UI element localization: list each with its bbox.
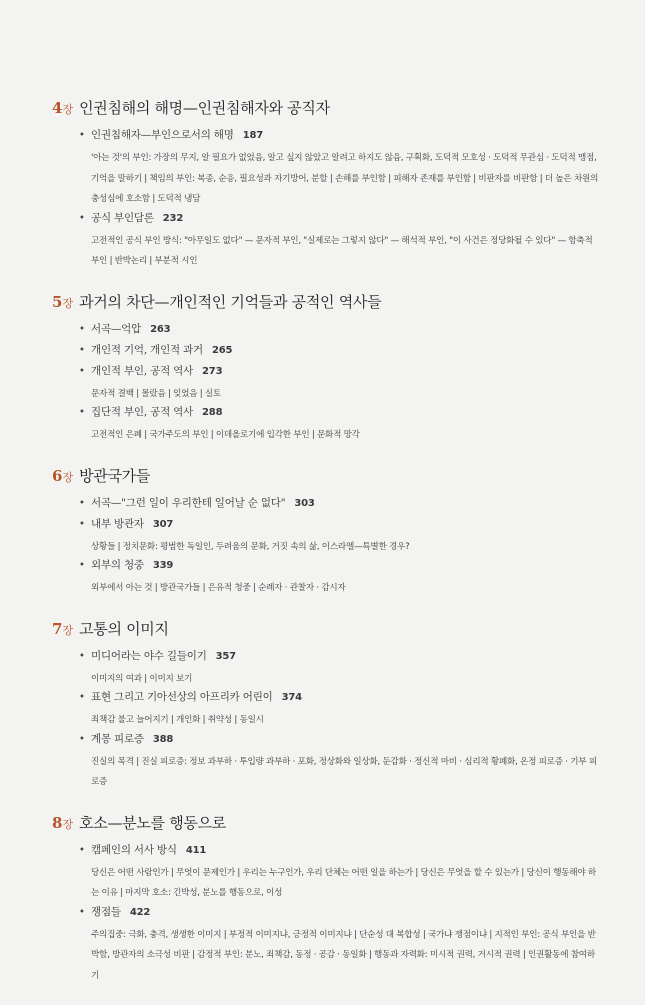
- chapter-unit: 장: [62, 103, 74, 116]
- chapter-heading: [52, 618, 612, 648]
- section-page-number: 339: [152, 560, 174, 571]
- section-title: 서곡—"그런 일이 우리한테 일어날 순 없다": [91, 496, 286, 509]
- section-page-number: 273: [202, 365, 223, 377]
- bullet-icon: •: [79, 344, 85, 356]
- table-of-contents: [52, 97, 612, 1005]
- section-description: 문자적 결백 | 몰랐음 | 잊었음 | 실토: [91, 388, 221, 399]
- section-description: 외부에서 아는 것 | 방관국가들 | 은유적 청중 | 순례자 · 관찰자 · 감시자: [91, 583, 346, 593]
- section-description: 이미지의 여과 | 이미지 보기: [91, 673, 193, 684]
- section-page-number: 265: [211, 344, 233, 356]
- toc-section: [79, 321, 612, 342]
- toc-section: [79, 648, 612, 690]
- section-page-number: 422: [129, 906, 151, 918]
- chapter-unit: 장: [62, 296, 74, 310]
- chapter-title: 과거의 차단—개인적인 기억들과 공적인 역사들: [79, 292, 382, 311]
- chapter-number: 7: [52, 619, 63, 638]
- bullet-icon: •: [79, 518, 85, 530]
- bullet-icon: •: [79, 365, 85, 377]
- bullet-icon: •: [79, 650, 85, 662]
- section-heading: [79, 210, 612, 231]
- section-title: 내부 방관자: [91, 517, 144, 530]
- toc-section: [79, 904, 612, 987]
- section-title: 공식 부인담론: [91, 211, 154, 224]
- section-description: 당신은 어떤 사람인가 | 무엇이 문제인가 | 우리는 누구인가, 우리 단체는 어떤 일을 하는가 | 당신은 무엇을 할 수 있는가 | 당신이 행동해야 하는 이유 | 마지막 호소: 긴박성, 분노를 행동으로, 이성: [91, 867, 596, 898]
- section-heading: [79, 342, 612, 363]
- toc-section: [79, 342, 612, 363]
- chapter-8: [52, 812, 612, 987]
- section-title: 계몽 피로증: [91, 732, 144, 745]
- chapter-heading: [52, 812, 612, 842]
- chapter-heading: [52, 97, 612, 127]
- chapter-title: 인권침해의 해명—인권침해자와 공직자: [79, 99, 330, 117]
- section-heading: [79, 904, 612, 925]
- toc-section: [79, 557, 612, 599]
- chapter-7: [52, 618, 612, 793]
- bullet-icon: •: [79, 212, 85, 224]
- section-title: 개인적 부인, 공적 역사: [91, 364, 194, 377]
- section-page-number: 307: [152, 518, 174, 530]
- section-heading: [79, 648, 612, 669]
- chapter-title: 방관국가들: [79, 466, 151, 485]
- section-description: 주의집중: 극화, 충격, 생생한 이미지 | 부정적 이미지냐, 긍정적 이미지냐 | 단순성 대 복합성 | 국가냐 쟁점이냐 | 지적인 부인: 공식 부인을 반박함, 방관자의 소극성 비판 | 감정적 부인: 분노, 죄책감, 동정 · 공감 · 동일화 | 행동과 자력화: 미시적 권력, 거시적 권력 | 인권활동에 참여하기: [91, 929, 596, 981]
- section-page-number: 232: [162, 212, 184, 224]
- toc-section: [79, 842, 612, 904]
- chapter-number: 8: [52, 813, 63, 832]
- section-heading: [79, 321, 612, 342]
- chapter-title: 고통의 이미지: [79, 619, 169, 638]
- bullet-icon: •: [79, 130, 85, 141]
- section-page-number: 187: [242, 130, 263, 141]
- section-heading: [79, 731, 612, 752]
- chapter-unit: 장: [62, 817, 74, 831]
- section-page-number: 357: [215, 650, 236, 662]
- section-description: 고전적인 은폐 | 국가주도의 부인 | 이데올로기에 입각한 부인 | 문화적 망각: [91, 430, 360, 440]
- bullet-icon: •: [79, 560, 85, 571]
- section-description: 죄책감 불고 늘어지기 | 개인화 | 취약성 | 동일시: [91, 715, 264, 725]
- bullet-icon: •: [79, 323, 85, 335]
- bullet-icon: •: [79, 692, 85, 703]
- chapter-heading: [52, 465, 612, 495]
- section-heading: [79, 689, 612, 710]
- section-description: 진실의 목격 | 진실 피로증: 정보 과부하 · 투입량 과부하 · 포화, 정상화와 일상화, 둔감화 · 정신적 마비 · 심리적 황폐화, 온정 피로증 · 기부 피로증: [91, 756, 597, 787]
- toc-section: [79, 495, 612, 516]
- toc-section: [79, 127, 612, 210]
- section-heading: [79, 363, 612, 384]
- section-title: 표현 그리고 기아선상의 아프리카 어린이: [91, 691, 273, 703]
- bullet-icon: •: [79, 733, 85, 745]
- section-page-number: 411: [185, 844, 207, 856]
- section-page-number: 263: [150, 323, 171, 335]
- bullet-icon: •: [79, 844, 85, 856]
- toc-section: [79, 689, 612, 731]
- section-heading: [79, 127, 612, 148]
- section-heading: [79, 404, 612, 425]
- toc-section: [79, 363, 612, 405]
- chapter-number: 6: [52, 466, 63, 485]
- section-title: 인권침해자—부인으로서의 해명: [91, 129, 234, 141]
- section-page-number: 374: [281, 692, 302, 703]
- chapter-number: 5: [52, 292, 63, 311]
- section-heading: [79, 516, 612, 537]
- section-heading: [79, 842, 612, 863]
- toc-section: [79, 210, 612, 272]
- bullet-icon: •: [79, 497, 85, 509]
- chapter-4: [52, 97, 612, 272]
- section-heading: [79, 495, 612, 516]
- section-title: 서곡—억압: [91, 322, 142, 335]
- section-page-number: 388: [152, 733, 174, 745]
- section-title: 쟁점들: [91, 905, 121, 918]
- section-description: 상황들 | 정치문화: 평범한 독일인, 두려움의 문화, 거짓 속의 삶, 이스라엘—특별한 경우?: [91, 541, 410, 552]
- section-title: 외부의 청중: [91, 559, 144, 571]
- toc-section: [79, 731, 612, 793]
- toc-section: [79, 404, 612, 446]
- section-heading: [79, 557, 612, 578]
- toc-section: [79, 516, 612, 558]
- section-page-number: 303: [294, 497, 315, 509]
- chapter-title: 호소—분노를 행동으로: [79, 813, 226, 832]
- section-page-number: 288: [202, 407, 223, 418]
- chapter-number: 4: [52, 99, 63, 117]
- section-description: '아는 것'의 부인: 가장의 무지, 알 필요가 없었음, 알고 싶지 않았고 알려고 하지도 않음, 구획화, 도덕적 모호성 · 도덕적 무관심 · 도덕적 맹점, 기억을 말하기 | 책임의 부인: 복종, 순응, 필요성과 자기방어, 분할 | 손해를 부인함 | 피해자 존재를 부인함 | 비판자를 비판함 | 더 높은 차원의 충성심에 호소함 | 도덕적 냉담: [91, 153, 599, 204]
- chapter-unit: 장: [62, 470, 74, 484]
- section-title: 캠페인의 서사 방식: [91, 843, 177, 856]
- chapter-heading: [52, 291, 612, 321]
- bullet-icon: •: [79, 906, 85, 918]
- chapter-6: [52, 465, 612, 599]
- chapter-unit: 장: [62, 623, 74, 637]
- section-title: 집단적 부인, 공적 역사: [91, 406, 194, 418]
- section-title: 개인적 기억, 개인적 과거: [91, 343, 203, 356]
- section-description: 고전적인 공식 부인 방식: "아무일도 없다" — 문자적 부인, "실제로는 그렇지 않다" — 해석적 부인, "이 사건은 정당화될 수 있다" — 함축적 부인 | 반박논리 | 부분적 시인: [91, 235, 593, 266]
- bullet-icon: •: [79, 407, 85, 418]
- section-title: 미디어라는 야수 길들이기: [91, 649, 207, 662]
- chapter-5: [52, 291, 612, 446]
